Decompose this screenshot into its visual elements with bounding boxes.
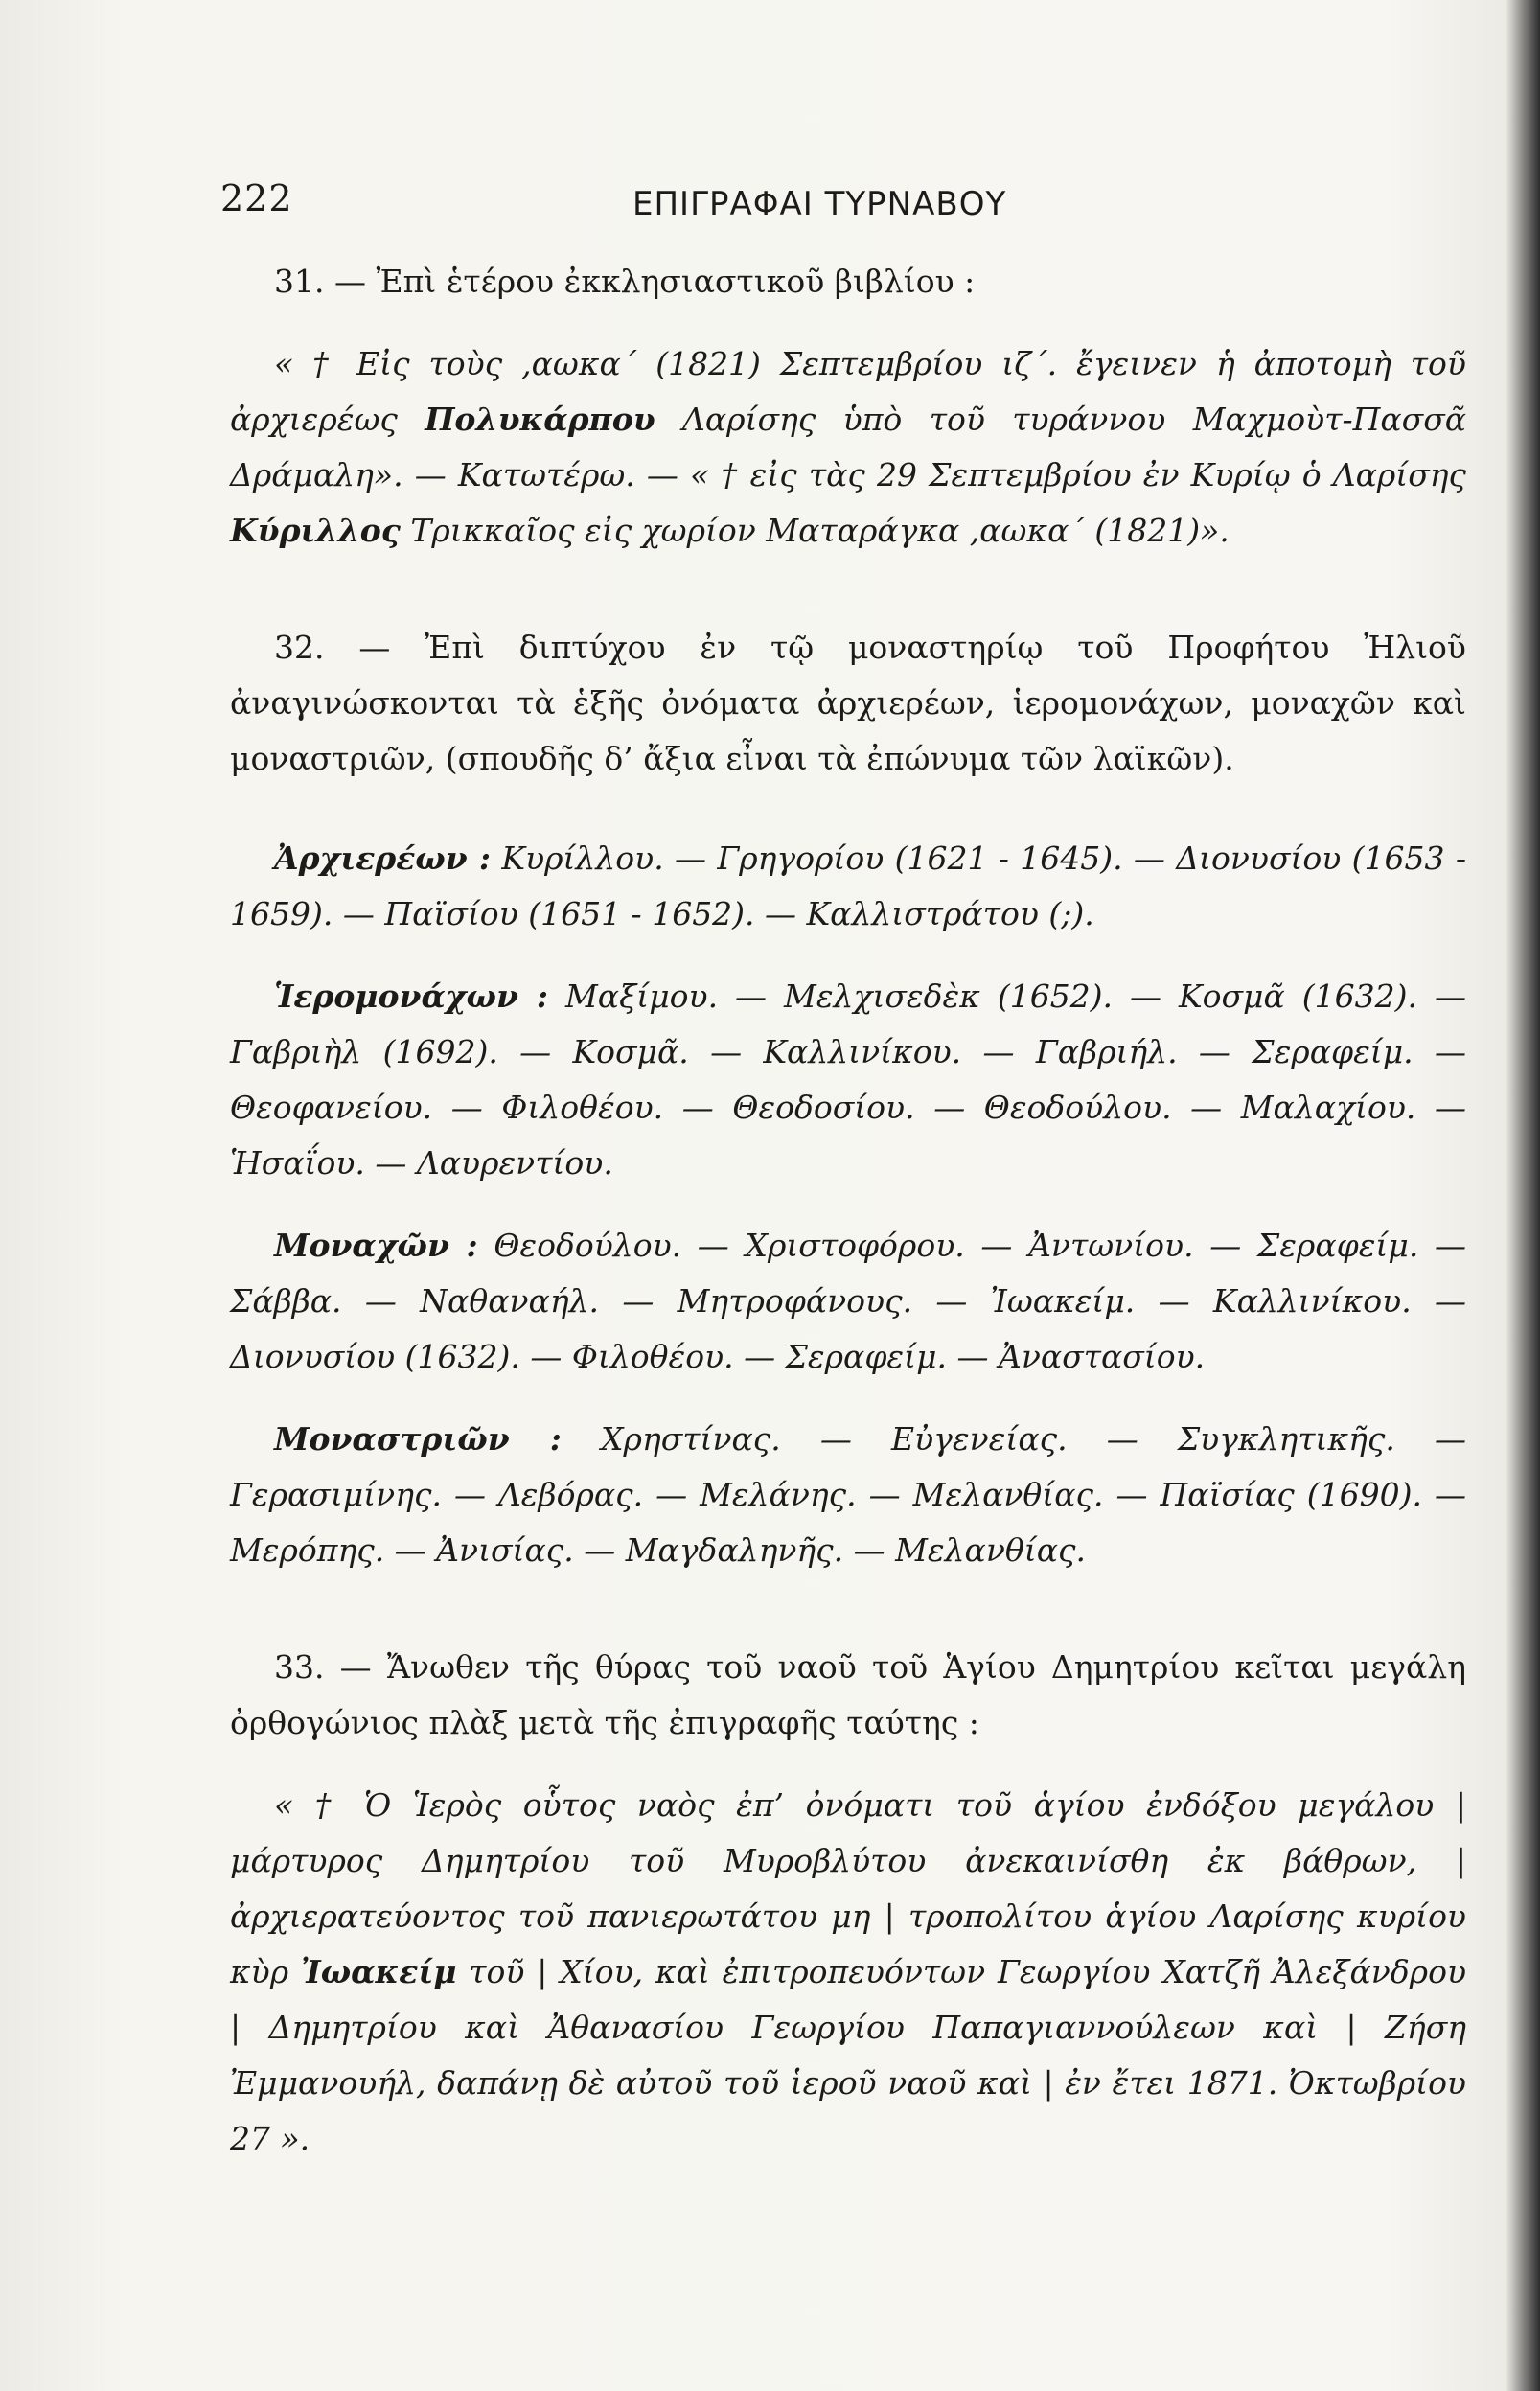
entry-33-text-a: « † Ὁ Ἱερὸς οὗτος ναὸς ἐπ’ ὀνόματι τοῦ ἁγίου ἐνδόξου μεγάλου | μάρτυρος Δημητρίου τοῦ Μυροβλύτου ἀνεκαινίσθη ἐκ βάθρων, | ἀρχιερατεύοντος τοῦ πανιερωτάτου μη | τροπολίτου ἁγίου Λαρίσης κυρίου κὺρ xyxy=(230,1786,1466,1990)
ieromonachon-label: Ἱερομονάχων : xyxy=(274,977,549,1015)
ieromonachon-list: Μαξίμου. — Μελχισεδὲκ (1652). — Κοσμᾶ (1632). — Γαβριὴλ (1692). — Κοσμᾶ. — Καλλινίκου. — Γαβριήλ. — Σεραφείμ. — Θεοφανείου. — Φιλοθέου. — Θεοδοσίου. — Θεοδούλου. — Μαλαχίου. — Ἡσαΐου. — Λαυρεντίου. xyxy=(230,977,1466,1182)
monastrion-list: Χρηστίνας. — Εὐγενείας. — Συγκλητικῆς. — Γερασιμίνης. — Λεβόρας. — Μελάνης. — Μελανθίας. — Παϊσίας (1690). — Μερόπης. — Ἀνισίας. — Μαγδαληνῆς. — Μελανθίας. xyxy=(230,1420,1466,1569)
archiereon-label: Ἀρχιερέων : xyxy=(274,839,492,877)
entry-33-intro: 33. — Ἄνωθεν τῆς θύρας τοῦ ναοῦ τοῦ Ἁγίου Δημητρίου κεῖται μεγάλη ὀρθογώνιος πλὰξ μετὰ τῆς ἐπιγραφῆς ταύτης : xyxy=(230,1648,1466,1741)
monachon-label: Μοναχῶν : xyxy=(274,1227,478,1264)
page-body xyxy=(230,254,1466,2167)
page-edge-shadow xyxy=(1506,0,1540,2391)
entry-33-inscription xyxy=(230,1778,1466,2167)
archiereon-list: Κυρίλλου. — Γρηγορίου (1621 - 1645). — Διονυσίου (1653 - 1659). — Παϊσίου (1651 - 1652). — Καλλιστράτου (;). xyxy=(230,839,1466,932)
monastrion-label: Μοναστριῶν : xyxy=(274,1420,562,1458)
entry-31-intro: 31. — Ἐπὶ ἑτέρου ἐκκλησιαστικοῦ βιβλίου : xyxy=(274,263,976,300)
entry-32-archiereis xyxy=(230,831,1466,942)
entry-31-name-polykarpos: Πολυκάρπου xyxy=(425,401,655,438)
page-number: 222 xyxy=(220,177,293,219)
entry-33-name-ioakeim: Ἰωακείμ xyxy=(300,1953,457,1990)
entry-32-intro: 32. — Ἐπὶ διπτύχου ἐν τῷ μοναστηρίῳ τοῦ Προφήτου Ἠλιοῦ ἀναγινώσκονται τὰ ἑξῆς ὀνόματα ἀρχιερέων, ἱερομονάχων, μοναχῶν καὶ μοναστριῶν, (σπουδῆς δ’ ἄξια εἶναι τὰ ἐπώνυμα τῶν λαϊκῶν). xyxy=(230,629,1466,777)
entry-32-monastries xyxy=(230,1412,1466,1578)
entry-31-text-b: Λαρίσης ὑπὸ τοῦ τυράννου Μαχμοὺτ-Πασσᾶ Δράμαλη». — Κατωτέρω. — « † εἰς τὰς 29 Σεπτεμβρίου ἐν Κυρίῳ ὁ Λαρίσης xyxy=(230,401,1467,494)
entry-31-inscription xyxy=(230,336,1466,559)
page-header xyxy=(220,177,1495,235)
entry-32-ieromonachoi xyxy=(230,969,1466,1191)
entry-33-text-b: τοῦ | Χίου, καὶ ἐπιτροπευόντων Γεωργίου Χατζῆ Ἀλεξάνδρου | Δημητρίου καὶ Ἀθανασίου Γεωργίου Παπαγιαννούλεων καὶ | Ζήση Ἐμμανουήλ, δαπάνῃ δὲ αὐτοῦ τοῦ ἱεροῦ ναοῦ καὶ | ἐν ἔτει 1871. Ὀκτωβρίου 27 ». xyxy=(230,1953,1467,2157)
entry-31-text-a: « † Εἰς τοὺς ,αωκα΄ (1821) Σεπτεμβρίου ιζ΄. ἔγεινεν ἡ ἀποτομὴ τοῦ ἀρχιερέως xyxy=(230,345,1466,438)
entry-31-text-c: Τρικκαῖος εἰς χωρίον Ματαράγκα ,αωκα΄ (1821)». xyxy=(400,512,1230,549)
entry-32-monachoi xyxy=(230,1218,1466,1385)
monachon-list: Θεοδούλου. — Χριστοφόρου. — Ἀντωνίου. — Σεραφείμ. — Σάββα. — Ναθαναήλ. — Μητροφάνους. — Ἰωακείμ. — Καλλινίκου. — Διονυσίου (1632). — Φιλοθέου. — Σεραφείμ. — Ἀναστασίου. xyxy=(230,1227,1466,1375)
entry-31-name-kyrillos: Κύριλλος xyxy=(230,512,401,549)
running-head: ΕΠΙΓΡΑΦΑΙ ΤΥΡΝΑΒΟΥ xyxy=(632,185,1007,223)
